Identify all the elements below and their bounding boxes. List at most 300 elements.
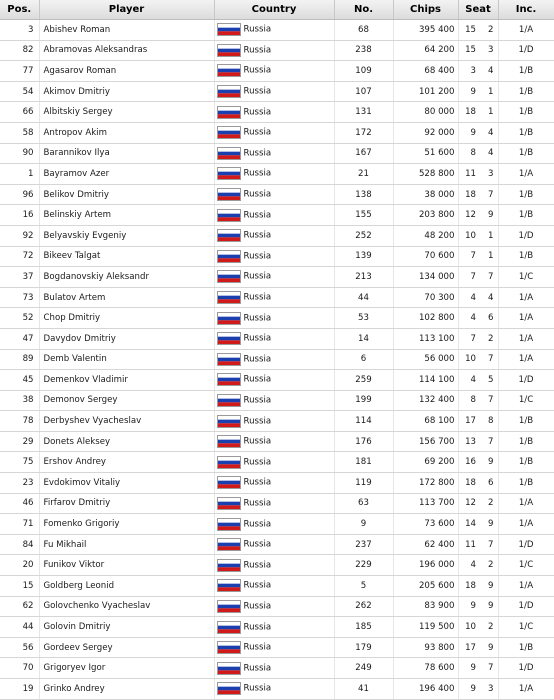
inc-cell: 1/B [498,81,554,102]
inc-cell: 1/B [498,431,554,452]
table-row [0,205,554,226]
country-name: Russia [243,663,272,674]
country-cell [214,308,334,329]
inc-cell: 1/B [498,205,554,226]
table-row [0,20,554,41]
table-header [0,0,554,20]
country-name: Russia [243,374,272,385]
country-name: Russia [243,24,272,35]
inc-cell: 1/D [498,596,554,617]
country-cell [214,349,334,370]
russia-flag-icon [217,106,241,119]
table-row [0,81,554,102]
russia-flag-icon [217,415,241,428]
inc-cell: 1/D [498,658,554,679]
position-cell: 92 [0,225,39,246]
chips-cell: 205 600 [393,576,458,597]
russia-flag-icon [217,600,241,613]
position-cell: 96 [0,184,39,205]
chips-cell: 528 800 [393,164,458,185]
country-name: Russia [243,148,272,159]
russia-flag-icon [217,270,241,283]
player-name-cell: Agasarov Roman [39,61,214,82]
chips-cell: 395 400 [393,20,458,41]
seat-number-cell: 2 [478,493,498,514]
country-cell [214,122,334,143]
chips-cell: 56 000 [393,349,458,370]
inc-cell: 1/A [498,514,554,535]
country-name: Russia [243,436,272,447]
table-row [0,308,554,329]
header-no[interactable]: No. [334,0,393,20]
table-row [0,349,554,370]
country-name: Russia [243,683,272,694]
seat-number-cell: 1 [478,246,498,267]
seat-number-cell: 4 [478,122,498,143]
country-cell [214,61,334,82]
header-player[interactable]: Player [39,0,214,20]
table-number-cell: 15 [458,20,478,41]
country-name: Russia [243,65,272,76]
player-name-cell: Golovchenko Vyacheslav [39,596,214,617]
position-cell: 23 [0,473,39,494]
seat-number-cell: 4 [478,287,498,308]
chips-cell: 78 600 [393,658,458,679]
table-row [0,184,554,205]
player-name-cell: Belikov Dmitriy [39,184,214,205]
position-cell: 89 [0,349,39,370]
position-cell: 29 [0,431,39,452]
player-number-cell: 21 [334,164,393,185]
country-cell [214,287,334,308]
position-cell: 73 [0,287,39,308]
seat-number-cell: 8 [478,411,498,432]
country-cell [214,370,334,391]
table-row [0,534,554,555]
russia-flag-icon [217,621,241,634]
position-cell: 20 [0,555,39,576]
seat-number-cell: 9 [478,576,498,597]
country-name: Russia [243,333,272,344]
country-cell [214,679,334,700]
country-cell [214,205,334,226]
chips-cell: 172 800 [393,473,458,494]
table-number-cell: 9 [458,679,478,700]
table-number-cell: 4 [458,555,478,576]
chips-cell: 70 600 [393,246,458,267]
seat-number-cell: 2 [478,555,498,576]
country-cell [214,164,334,185]
table-number-cell: 9 [458,596,478,617]
russia-flag-icon [217,518,241,531]
table-row [0,328,554,349]
inc-cell: 1/D [498,225,554,246]
header-seat[interactable]: Seat [458,0,498,20]
player-name-cell: Funikov Viktor [39,555,214,576]
chips-cell: 113 100 [393,328,458,349]
chips-cell: 114 100 [393,370,458,391]
table-number-cell: 3 [458,61,478,82]
seat-number-cell: 7 [478,431,498,452]
country-cell [214,20,334,41]
chips-cell: 196 400 [393,679,458,700]
seat-number-cell: 3 [478,40,498,61]
country-name: Russia [243,354,272,365]
seat-number-cell: 1 [478,81,498,102]
player-number-cell: 63 [334,493,393,514]
seat-number-cell: 9 [478,514,498,535]
player-name-cell: Goldberg Leonid [39,576,214,597]
country-name: Russia [243,539,272,550]
position-cell: 77 [0,61,39,82]
player-number-cell: 155 [334,205,393,226]
table-row [0,452,554,473]
table-row [0,596,554,617]
country-cell [214,225,334,246]
inc-cell: 1/A [498,20,554,41]
inc-cell: 1/A [498,328,554,349]
player-name-cell: Abishev Roman [39,20,214,41]
position-cell: 66 [0,102,39,123]
country-cell [214,473,334,494]
inc-cell: 1/A [498,349,554,370]
position-cell: 52 [0,308,39,329]
russia-flag-icon [217,126,241,139]
player-name-cell: Bikeev Talgat [39,246,214,267]
chips-cell: 80 000 [393,102,458,123]
russia-flag-icon [217,538,241,551]
seat-number-cell: 1 [478,102,498,123]
country-name: Russia [243,107,272,118]
country-name: Russia [243,313,272,324]
country-cell [214,514,334,535]
table-row [0,617,554,638]
table-number-cell: 4 [458,370,478,391]
table-number-cell: 18 [458,576,478,597]
player-name-cell: Antropov Akim [39,122,214,143]
table-number-cell: 10 [458,617,478,638]
country-cell [214,328,334,349]
player-number-cell: 119 [334,473,393,494]
chips-cell: 38 000 [393,184,458,205]
table-row [0,514,554,535]
country-name: Russia [243,251,272,262]
table-row [0,164,554,185]
russia-flag-icon [217,188,241,201]
player-number-cell: 259 [334,370,393,391]
country-name: Russia [243,580,272,591]
position-cell: 15 [0,576,39,597]
position-cell: 38 [0,390,39,411]
table-row [0,493,554,514]
player-number-cell: 107 [334,81,393,102]
table-number-cell: 4 [458,287,478,308]
chips-cell: 70 300 [393,287,458,308]
inc-cell: 1/B [498,473,554,494]
table-number-cell: 7 [458,267,478,288]
table-number-cell: 12 [458,205,478,226]
seat-number-cell: 5 [478,370,498,391]
russia-flag-icon [217,559,241,572]
country-cell [214,658,334,679]
player-name-cell: Fomenko Grigoriy [39,514,214,535]
table-number-cell: 11 [458,164,478,185]
country-cell [214,534,334,555]
chips-cell: 119 500 [393,617,458,638]
russia-flag-icon [217,209,241,222]
seat-number-cell: 9 [478,205,498,226]
seat-number-cell: 7 [478,658,498,679]
player-number-cell: 53 [334,308,393,329]
seat-number-cell: 9 [478,637,498,658]
table-number-cell: 13 [458,431,478,452]
player-name-cell: Firfarov Dmitriy [39,493,214,514]
player-name-cell: Gordeev Sergey [39,637,214,658]
seat-number-cell: 7 [478,349,498,370]
player-number-cell: 44 [334,287,393,308]
chips-cell: 73 600 [393,514,458,535]
table-number-cell: 10 [458,349,478,370]
table-number-cell: 9 [458,658,478,679]
seat-number-cell: 2 [478,617,498,638]
table-row [0,473,554,494]
seat-number-cell: 2 [478,20,498,41]
table-row [0,637,554,658]
chips-cell: 92 000 [393,122,458,143]
table-number-cell: 18 [458,473,478,494]
position-cell: 75 [0,452,39,473]
table-row [0,40,554,61]
inc-cell: 1/A [498,576,554,597]
header-inc[interactable]: Inc. [498,0,554,20]
position-cell: 72 [0,246,39,267]
player-number-cell: 176 [334,431,393,452]
player-number-cell: 14 [334,328,393,349]
table-row [0,122,554,143]
player-number-cell: 179 [334,637,393,658]
player-name-cell: Donets Aleksey [39,431,214,452]
player-number-cell: 172 [334,122,393,143]
player-number-cell: 238 [334,40,393,61]
russia-flag-icon [217,435,241,448]
chips-cell: 51 600 [393,143,458,164]
russia-flag-icon [217,85,241,98]
table-row [0,102,554,123]
player-name-cell: Bogdanovskiy Aleksandr [39,267,214,288]
table-row [0,679,554,700]
country-name: Russia [243,168,272,179]
table-number-cell: 4 [458,308,478,329]
chips-cell: 196 000 [393,555,458,576]
inc-cell: 1/B [498,452,554,473]
player-name-cell: Bulatov Artem [39,287,214,308]
chips-cell: 83 900 [393,596,458,617]
seat-number-cell: 7 [478,184,498,205]
country-name: Russia [243,498,272,509]
country-cell [214,184,334,205]
player-number-cell: 109 [334,61,393,82]
russia-flag-icon [217,167,241,180]
seat-number-cell: 7 [478,390,498,411]
player-name-cell: Demonov Sergey [39,390,214,411]
table-number-cell: 8 [458,390,478,411]
player-name-cell: Demenkov Vladimir [39,370,214,391]
table-number-cell: 9 [458,122,478,143]
header-pos[interactable]: Pos. [0,0,39,20]
country-name: Russia [243,127,272,138]
player-number-cell: 185 [334,617,393,638]
position-cell: 84 [0,534,39,555]
position-cell: 54 [0,81,39,102]
country-name: Russia [243,45,272,56]
country-cell [214,617,334,638]
player-name-cell: Barannikov Ilya [39,143,214,164]
player-name-cell: Demb Valentin [39,349,214,370]
header-country[interactable]: Country [214,0,334,20]
player-name-cell: Evdokimov Vitaliy [39,473,214,494]
inc-cell: 1/D [498,40,554,61]
seat-number-cell: 3 [478,679,498,700]
country-cell [214,390,334,411]
player-number-cell: 114 [334,411,393,432]
chips-cell: 48 200 [393,225,458,246]
russia-flag-icon [217,23,241,36]
player-number-cell: 138 [334,184,393,205]
russia-flag-icon [217,332,241,345]
table-row [0,411,554,432]
player-number-cell: 262 [334,596,393,617]
position-cell: 70 [0,658,39,679]
inc-cell: 1/A [498,287,554,308]
player-number-cell: 41 [334,679,393,700]
position-cell: 71 [0,514,39,535]
country-name: Russia [243,622,272,633]
inc-cell: 1/A [498,164,554,185]
table-row [0,267,554,288]
table-number-cell: 12 [458,493,478,514]
player-number-cell: 252 [334,225,393,246]
table-row [0,370,554,391]
country-cell [214,81,334,102]
country-cell [214,102,334,123]
russia-flag-icon [217,147,241,160]
country-cell [214,452,334,473]
player-number-cell: 131 [334,102,393,123]
chips-cell: 102 800 [393,308,458,329]
russia-flag-icon [217,353,241,366]
russia-flag-icon [217,579,241,592]
country-name: Russia [243,560,272,571]
country-cell [214,40,334,61]
position-cell: 1 [0,164,39,185]
player-name-cell: Ershov Andrey [39,452,214,473]
inc-cell: 1/B [498,411,554,432]
russia-flag-icon [217,662,241,675]
inc-cell: 1/A [498,679,554,700]
position-cell: 82 [0,40,39,61]
inc-cell: 1/B [498,61,554,82]
country-name: Russia [243,601,272,612]
chips-cell: 62 400 [393,534,458,555]
country-name: Russia [243,292,272,303]
inc-cell: 1/C [498,390,554,411]
russia-flag-icon [217,250,241,263]
russia-flag-icon [217,64,241,77]
inc-cell: 1/B [498,184,554,205]
position-cell: 16 [0,205,39,226]
table-number-cell: 16 [458,452,478,473]
russia-flag-icon [217,394,241,407]
table-number-cell: 8 [458,143,478,164]
seat-number-cell: 4 [478,61,498,82]
russia-flag-icon [217,229,241,242]
country-name: Russia [243,477,272,488]
chips-cell: 69 200 [393,452,458,473]
table-row [0,287,554,308]
seat-number-cell: 6 [478,473,498,494]
russia-flag-icon [217,44,241,57]
table-row [0,390,554,411]
player-number-cell: 9 [334,514,393,535]
country-name: Russia [243,395,272,406]
seat-number-cell: 9 [478,452,498,473]
russia-flag-icon [217,291,241,304]
inc-cell: 1/B [498,637,554,658]
seat-number-cell: 7 [478,534,498,555]
player-name-cell: Albitskiy Sergey [39,102,214,123]
chips-cell: 156 700 [393,431,458,452]
inc-cell: 1/B [498,246,554,267]
table-row [0,658,554,679]
table-row [0,61,554,82]
seat-number-cell: 4 [478,143,498,164]
player-number-cell: 68 [334,20,393,41]
country-cell [214,246,334,267]
russia-flag-icon [217,456,241,469]
country-cell [214,431,334,452]
seat-number-cell: 1 [478,225,498,246]
player-name-cell: Chop Dmitriy [39,308,214,329]
player-name-cell: Belyavskiy Evgeniy [39,225,214,246]
inc-cell: 1/B [498,102,554,123]
chips-cell: 93 800 [393,637,458,658]
country-cell [214,493,334,514]
header-chips[interactable]: Chips [393,0,458,20]
table-row [0,576,554,597]
position-cell: 3 [0,20,39,41]
table-number-cell: 18 [458,184,478,205]
country-name: Russia [243,230,272,241]
player-name-cell: Fu Mikhail [39,534,214,555]
russia-flag-icon [217,497,241,510]
position-cell: 37 [0,267,39,288]
player-number-cell: 167 [334,143,393,164]
russia-flag-icon [217,641,241,654]
inc-cell: 1/C [498,617,554,638]
country-name: Russia [243,519,272,530]
player-number-cell: 199 [334,390,393,411]
table-number-cell: 18 [458,102,478,123]
chips-cell: 132 400 [393,390,458,411]
table-row [0,431,554,452]
inc-cell: 1/D [498,370,554,391]
player-name-cell: Akimov Dmitriy [39,81,214,102]
table-number-cell: 14 [458,514,478,535]
seat-number-cell: 6 [478,308,498,329]
position-cell: 46 [0,493,39,514]
country-cell [214,267,334,288]
country-cell [214,576,334,597]
